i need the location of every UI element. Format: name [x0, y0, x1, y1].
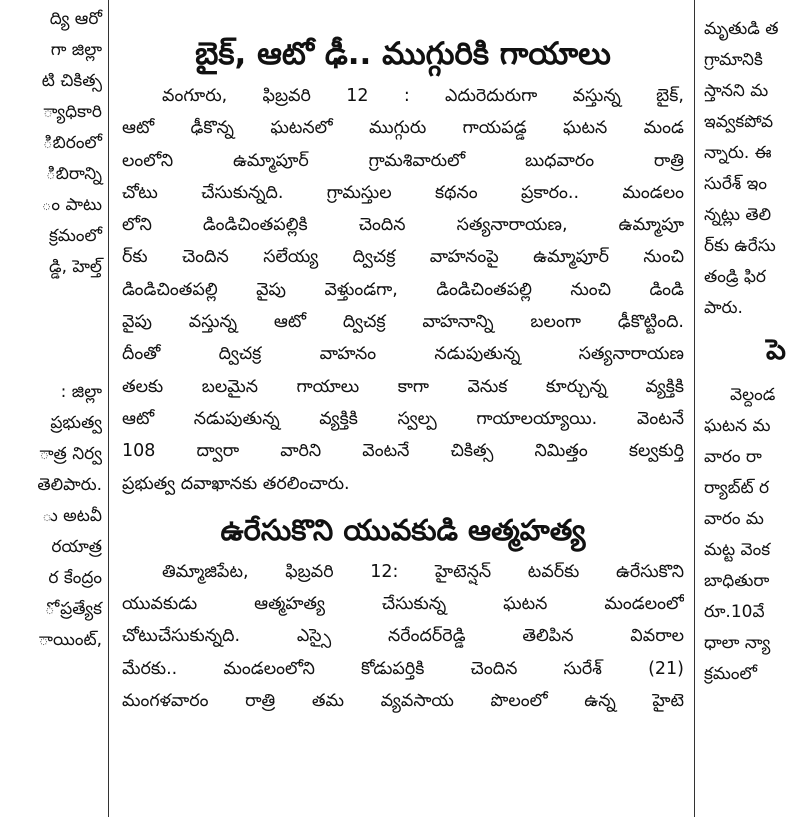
article-line: వైపు వస్తున్న ఆటో ద్విచక్ర వాహనాన్ని బలంగా ఢీకొట్టింది. — [122, 312, 684, 333]
left-line: గా జిల్లా — [50, 40, 102, 60]
article-line: మేరకు.. మండలంలోని కోడుపర్తికి చెందిన సురేశ్ (21) — [122, 658, 684, 679]
left-line: ు అటవీ — [42, 506, 102, 526]
right-line: న్నట్లు తెలి — [704, 205, 772, 225]
right-line: బాధితురా — [704, 571, 770, 591]
right-line: గ్రామానికి — [704, 50, 763, 70]
right-line: న్నారు. ఈ — [704, 143, 772, 163]
right-line: ర్యాబ్‌ట్ ర — [704, 478, 770, 498]
article-line: తలకు బలమైన గాయాలు కాగా వెనుక కూర్చున్న వ్యక్తికి — [122, 376, 684, 397]
right-column-fragment — [700, 0, 800, 817]
right-line: క్రమంలో — [704, 664, 757, 684]
main-column — [112, 0, 690, 817]
right-line: మట్ట వెంక — [704, 540, 771, 560]
right-line: మృతుడి త — [704, 19, 779, 39]
left-column-fragment — [0, 0, 104, 817]
left-line: డ్డి, హెల్త్ — [48, 257, 102, 277]
article-line: దీంతో ద్విచక్ర వాహనం నడుపుతున్న సత్యనారాయణ — [122, 344, 684, 365]
article-line: ఆటో ఢీకొన్న ఘటనలో ముగ్గురు గాయపడ్డ ఘటన మండ — [122, 118, 684, 139]
article-body — [122, 556, 684, 717]
right-line: వెల్దండ — [730, 385, 776, 405]
article-line: తిమ్మాజిపేట, ఫిబ్రవరి 12: హైటెన్షన్ టవర్‌కు ఉరేసుకొని — [162, 561, 684, 582]
article-line: వంగూరు, ఫిబ్రవరి 12 : ఎదురెదురుగా వస్తున్న బైక్, — [162, 86, 684, 106]
left-line: ిబిరంలో — [42, 133, 102, 153]
right-line: ధాలా న్యా — [704, 633, 771, 653]
article-body — [122, 80, 684, 500]
column-divider-left — [108, 0, 109, 817]
left-line: క్రమంలో — [49, 226, 102, 246]
article-line: యువకుడు ఆత్మహత్య చేసుకున్న ఘటన మండలంలో — [122, 594, 684, 615]
right-line: స్తానని మ — [704, 81, 769, 101]
article-line: మంగళవారం రాత్రి తమ వ్యవసాయ పొలంలో ఉన్న హైటె — [122, 691, 684, 712]
article-headline: బైక్, ఆటో ఢీ.. ముగ్గురికి గాయాలు — [195, 36, 611, 72]
right-line: ర్‌కు ఉరేసు — [704, 236, 776, 256]
left-line: తెలిపారు. — [37, 475, 102, 495]
left-line: ద్యి ఆరో — [49, 9, 102, 29]
article-line: చోటుచేసుకున్నది. ఎస్సై నరేందర్‌రెడ్డి తెలిపిన వివరాల — [122, 626, 684, 647]
left-line: ో ప్రత్యేక — [44, 599, 102, 619]
right-line: ఇవ్వకపోవ — [704, 112, 774, 132]
left-line: టి చికిత్స — [41, 71, 102, 91]
article-line: లోని డిండిచింతపల్లికి చెందిన సత్యనారాయణ, ఉమ్మాపూ — [122, 215, 684, 236]
right-line: రూ.10వే — [704, 602, 765, 622]
left-line: ం పాటు — [41, 195, 102, 215]
left-line: ప్రభుత్వ — [50, 413, 102, 433]
right-line: తండ్రి ఫిర — [704, 267, 766, 287]
left-line: ిబిరాన్ని — [45, 164, 102, 184]
article-line: ప్రభుత్వ దవాఖానకు తరలించారు. — [122, 473, 350, 494]
article-line: చోటు చేసుకున్నది. గ్రామస్తుల కథనం ప్రకారం.. మండలం — [122, 182, 684, 203]
left-line: ాయింట్, — [38, 630, 102, 650]
left-line: ాత్ర నిర్వ — [39, 444, 102, 464]
left-line: ్యాధికారి — [43, 102, 102, 122]
column-divider-right — [694, 0, 695, 817]
right-line: వారం రా — [704, 447, 762, 467]
right-line: సురేశ్ ఇం — [704, 174, 767, 194]
left-line: రయాత్ర — [51, 537, 102, 557]
right-line: పారు. — [704, 298, 743, 318]
article-line: ర్‌కు చెందిన సలేయ్య ద్విచక్ర వాహనంపై ఉమ్మాపూర్ నుంచి — [122, 247, 684, 268]
article-line: లంలోని ఉమ్మాపూర్ గ్రామశివారులో బుధవారం రాత్రి — [122, 150, 684, 171]
right-line: వారం మ — [704, 509, 764, 529]
article-headline: ఉరేసుకొని యువకుడి ఆత్మహత్య — [220, 512, 586, 547]
left-line: ర కేంద్రం — [48, 568, 102, 588]
article-line: డిండిచింతపల్లి వైపు వెళ్తుండగా, డిండిచింతపల్లి నుంచి డిండి — [122, 279, 684, 300]
article-headline-fragment: పె — [766, 333, 786, 366]
left-line: : జిల్లా — [60, 382, 102, 402]
article-line: ఆటో నడుపుతున్న వ్యక్తికి స్వల్ప గాయాలయ్యాయి. వెంటనే — [122, 408, 684, 429]
article-line: 108 ద్వారా వారిని వెంటనే చికిత్స నిమిత్తం కల్వకుర్తి — [122, 441, 684, 462]
right-line: ఘటన మ — [704, 416, 771, 436]
